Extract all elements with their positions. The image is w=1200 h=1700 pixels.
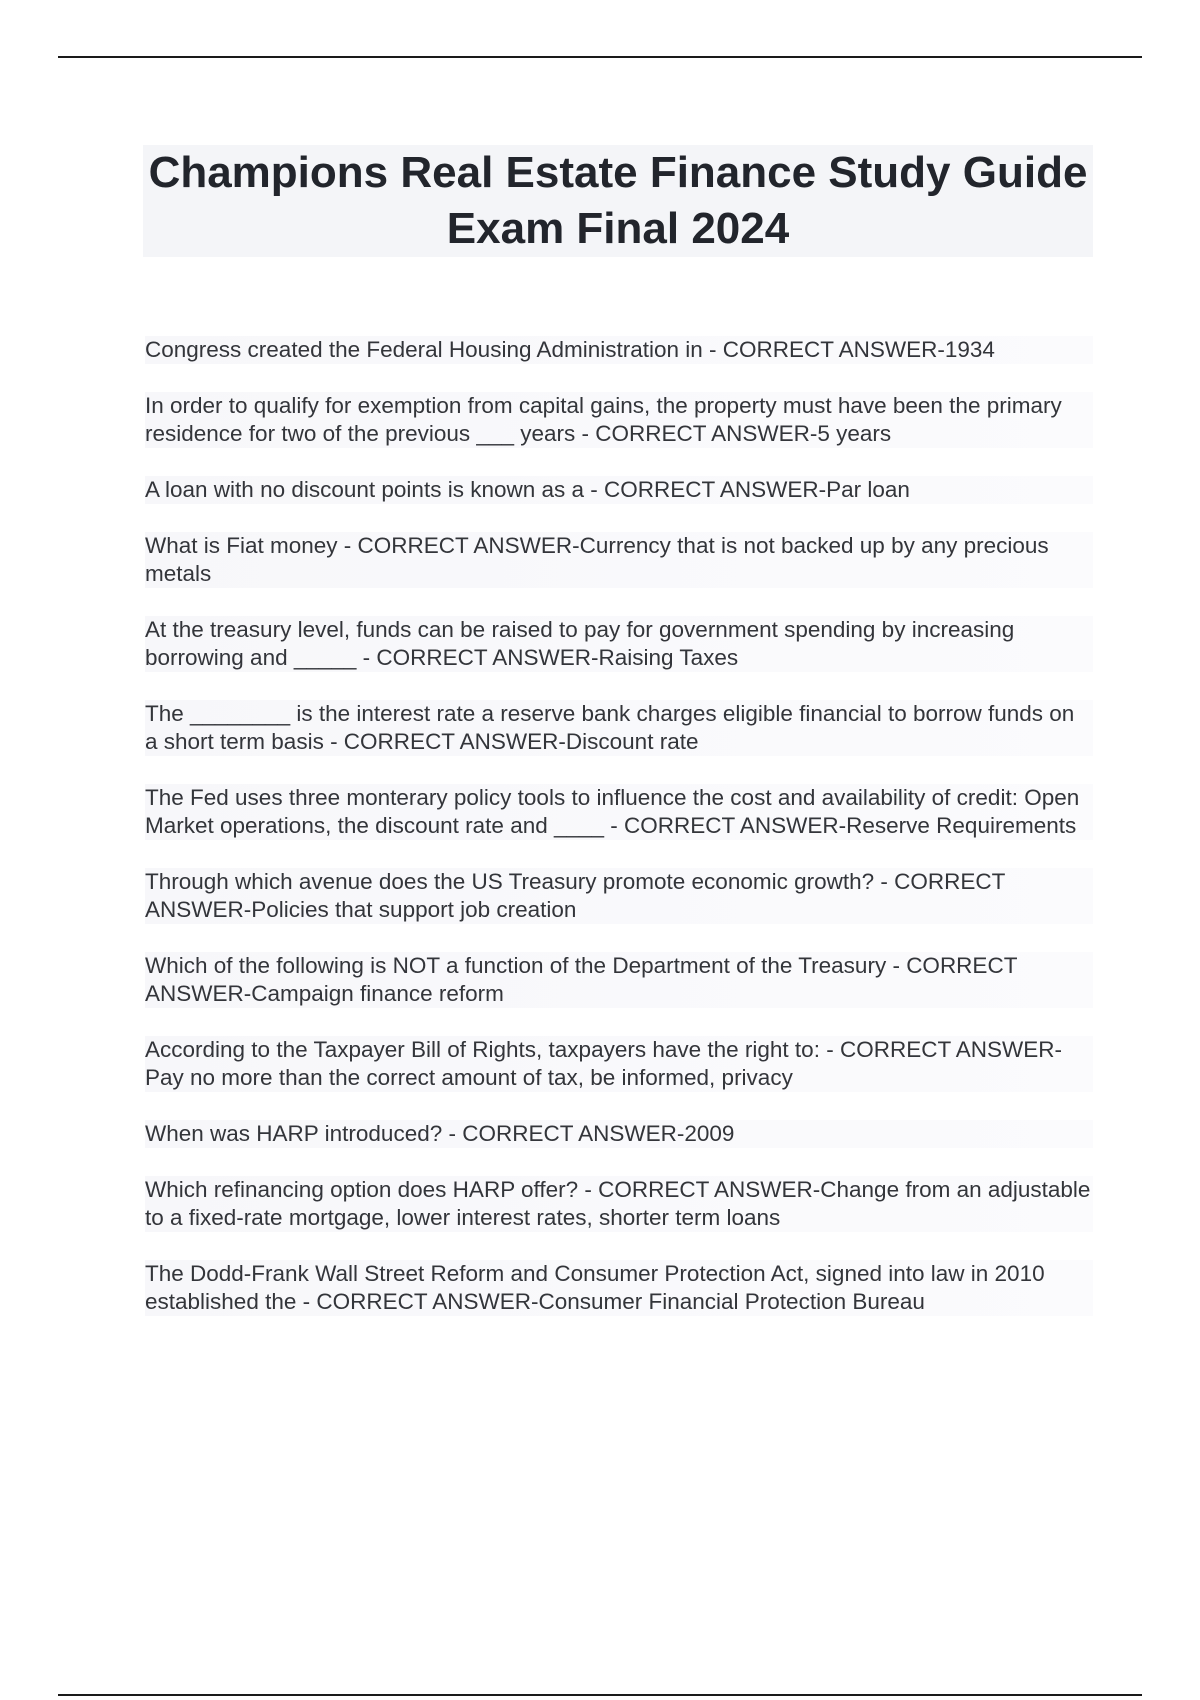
bottom-rule: [58, 1694, 1142, 1696]
qa-item: The ________ is the interest rate a reserve bank charges eligible financial to borrow funds on a short term basis - CORRECT ANSWER-Discount rate: [145, 700, 1093, 756]
top-rule: [58, 56, 1142, 58]
qa-item: In order to qualify for exemption from capital gains, the property must have been the primary residence for two of the previous ___ years - CORRECT ANSWER-5 years: [145, 392, 1093, 448]
qa-item: Congress created the Federal Housing Administration in - CORRECT ANSWER-1934: [145, 336, 1093, 364]
qa-item: Which of the following is NOT a function of the Department of the Treasury - CORRECT ANSWER-Campaign finance reform: [145, 952, 1093, 1008]
qa-item: When was HARP introduced? - CORRECT ANSWER-2009: [145, 1120, 1093, 1148]
title-block: [143, 145, 1093, 257]
qa-item: According to the Taxpayer Bill of Rights, taxpayers have the right to: - CORRECT ANSWER-Pay no more than the correct amount of tax, be informed, privacy: [145, 1036, 1093, 1092]
qa-item: Which refinancing option does HARP offer? - CORRECT ANSWER-Change from an adjustable to a fixed-rate mortgage, lower interest rates, shorter term loans: [145, 1176, 1093, 1232]
qa-item: What is Fiat money - CORRECT ANSWER-Currency that is not backed up by any precious metals: [145, 532, 1093, 588]
qa-item: The Dodd-Frank Wall Street Reform and Consumer Protection Act, signed into law in 2010 established the - CORRECT ANSWER-Consumer Financial Protection Bureau: [145, 1260, 1093, 1316]
document-title: Champions Real Estate Finance Study Guide Exam Final 2024: [148, 148, 1088, 253]
qa-item: The Fed uses three monterary policy tools to influence the cost and availability of credit: Open Market operations, the discount rate and ____ - CORRECT ANSWER-Reserve Requirements: [145, 784, 1093, 840]
qa-item: A loan with no discount points is known as a - CORRECT ANSWER-Par loan: [145, 476, 1093, 504]
qa-item: At the treasury level, funds can be raised to pay for government spending by increasing borrowing and _____ - CORRECT ANSWER-Raising Taxes: [145, 616, 1093, 672]
qa-item: Through which avenue does the US Treasury promote economic growth? - CORRECT ANSWER-Policies that support job creation: [145, 868, 1093, 924]
question-answer-list: [145, 336, 1093, 1344]
